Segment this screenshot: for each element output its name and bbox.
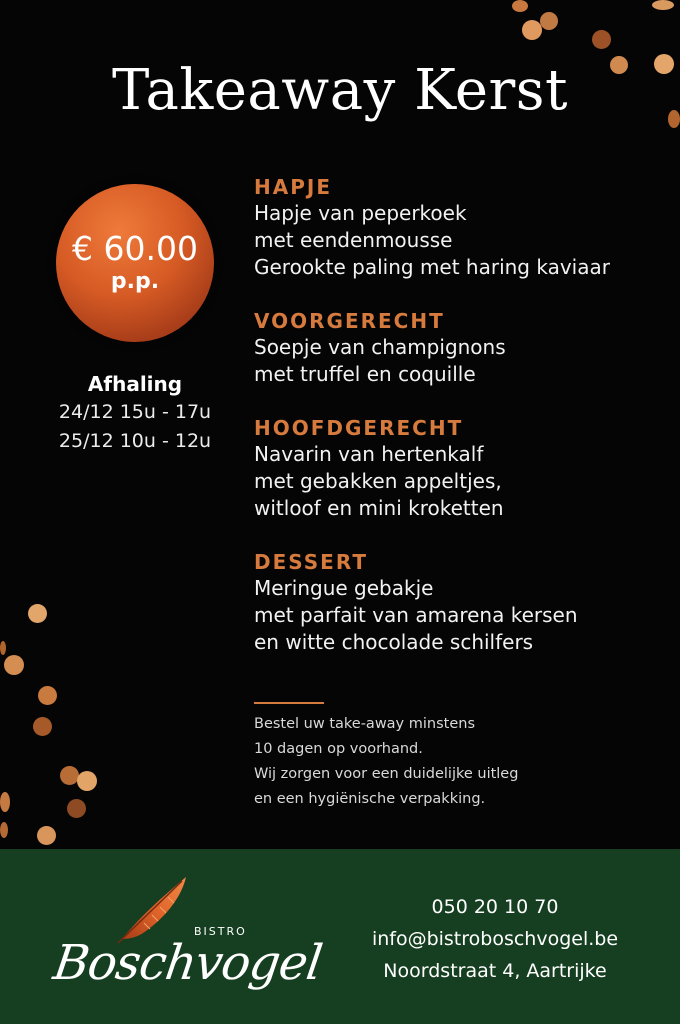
confetti-dot (522, 20, 542, 40)
confetti-dot (592, 30, 611, 49)
pickup-slot: 24/12 15u - 17u (58, 401, 212, 423)
price-unit: p.p. (110, 269, 160, 294)
price-amount: € 60.00 (72, 229, 198, 268)
note-line: 10 dagen op voorhand. (254, 741, 423, 757)
street-address: Noordstraat 4, Aartrijke (383, 960, 607, 982)
menu-line: met parfait van amarena kersen (254, 603, 578, 627)
menu-section-dessert (254, 549, 664, 656)
menu (254, 174, 664, 683)
divider (254, 702, 324, 704)
confetti-dot (0, 792, 10, 812)
menu-line: met eendenmousse (254, 228, 453, 252)
confetti-dot (512, 0, 528, 12)
bistro-logo (50, 877, 326, 1007)
price-badge (56, 184, 214, 342)
menu-section-hoofdgerecht (254, 415, 664, 522)
menu-line: met truffel en coquille (254, 362, 476, 386)
pickup-title: Afhaling (87, 372, 183, 396)
pickup-slot: 25/12 10u - 12u (58, 430, 212, 452)
email-address[interactable]: info@bistroboschvogel.be (371, 928, 619, 950)
confetti-dot (4, 655, 24, 675)
menu-line: witloof en mini kroketten (254, 496, 504, 520)
note-line: en een hygiënische verpakking. (254, 791, 486, 807)
confetti-dot (33, 717, 52, 736)
confetti-dot (37, 826, 56, 845)
menu-line: met gebakken appeltjes, (254, 469, 502, 493)
section-title: HOOFDGERECHT (254, 416, 464, 440)
confetti-dot (0, 822, 8, 838)
phone-number[interactable]: 050 20 10 70 (431, 896, 559, 918)
confetti-dot (28, 604, 47, 623)
logo-small-text: BISTRO (194, 925, 247, 938)
footer (0, 849, 680, 1024)
logo-script-text: Boschvogel (50, 935, 326, 991)
confetti-dot (0, 641, 6, 655)
menu-line: Soepje van champignons (254, 335, 506, 359)
order-note (254, 712, 654, 812)
section-title: HAPJE (254, 175, 332, 199)
confetti-dot (652, 0, 674, 10)
pickup-info (40, 370, 230, 456)
contact-info (350, 891, 640, 987)
menu-line: Meringue gebakje (254, 576, 434, 600)
menu-line: Gerookte paling met haring kaviaar (254, 255, 610, 279)
confetti-dot (540, 12, 558, 30)
menu-section-voorgerecht (254, 308, 664, 388)
section-title: DESSERT (254, 550, 368, 574)
note-line: Bestel uw take-away minstens (254, 716, 475, 732)
section-title: VOORGERECHT (254, 309, 445, 333)
confetti-dot (67, 799, 86, 818)
page-title: Takeaway Kerst (111, 58, 569, 123)
menu-line: Hapje van peperkoek (254, 201, 467, 225)
menu-section-hapje (254, 174, 664, 281)
menu-line: Navarin van hertenkalf (254, 442, 484, 466)
confetti-dot (38, 686, 57, 705)
confetti-dot (77, 771, 97, 791)
menu-line: en witte chocolade schilfers (254, 630, 534, 654)
note-line: Wij zorgen voor een duidelijke uitleg (254, 766, 519, 782)
